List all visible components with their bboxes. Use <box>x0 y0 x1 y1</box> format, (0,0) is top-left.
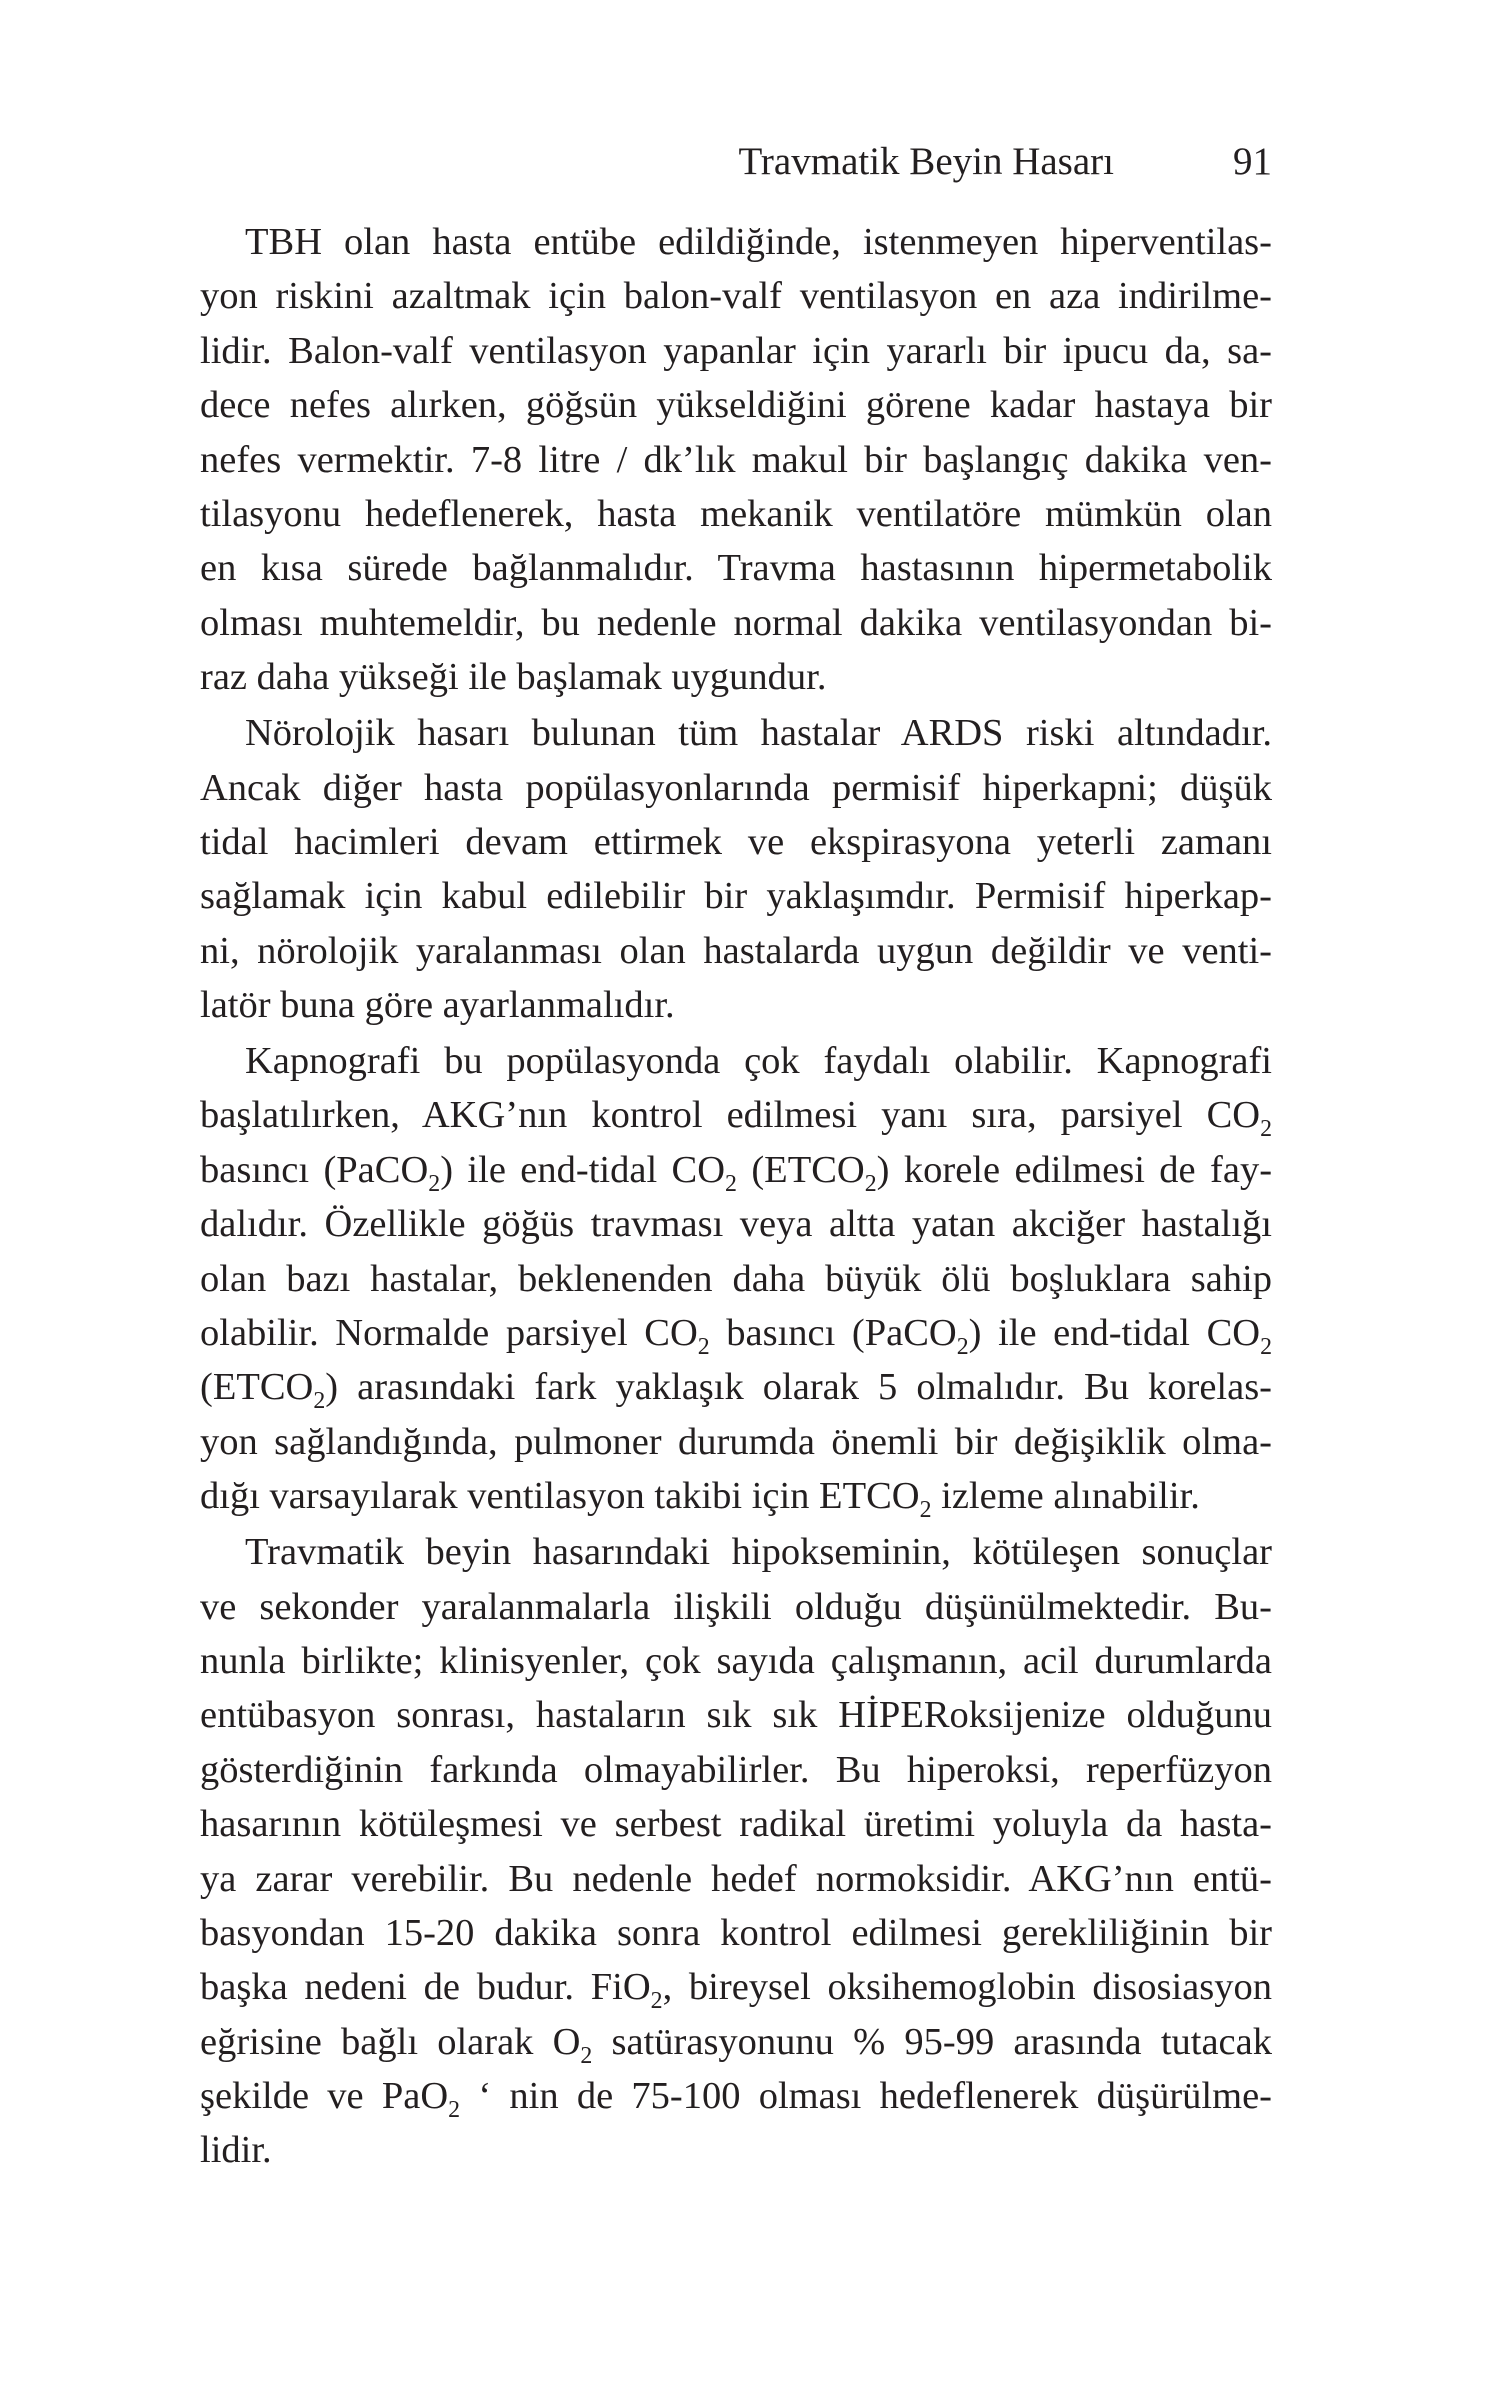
text-line <box>200 433 1272 487</box>
text-run: entübasyon sonrası, hastaların sık sık HİPERoksijenize olduğunu <box>200 1694 1272 1737</box>
text-line <box>200 541 1272 595</box>
text-line <box>200 1688 1272 1742</box>
text-run: tidal hacimleri devam ettirmek ve ekspirasyona yeterli zamanı <box>200 820 1272 863</box>
subscript: 2 <box>428 1170 441 1197</box>
paragraph <box>200 706 1272 1032</box>
text-run: TBH olan hasta entübe edildiğinde, istenmeyen hiperventilas- <box>245 221 1272 263</box>
body-text <box>200 215 1272 2178</box>
subscript: 2 <box>919 1497 932 1524</box>
text-run: Kapnografi bu popülasyonda çok faydalı olabilir. Kapnografi <box>245 1040 1272 1083</box>
text-line <box>200 1743 1272 1797</box>
paragraph <box>200 1525 1272 2178</box>
text-run: ‘ nin de 75-100 olması hedeflenerek düşürülme- <box>460 2075 1272 2118</box>
text-run: basyondan 15-20 dakika sonra kontrol edilmesi gerekliliğinin bir <box>200 1911 1272 1954</box>
text-run: tilasyonu hedeflenerek, hasta mekanik ventilatöre mümkün olan <box>200 492 1272 535</box>
subscript: 2 <box>448 2097 461 2124</box>
text-line <box>200 1797 1272 1851</box>
text-line <box>200 1525 1272 1579</box>
text-line <box>200 815 1272 869</box>
text-line <box>200 378 1272 432</box>
text-line <box>200 1960 1272 2014</box>
text-line <box>200 269 1272 323</box>
text-run: ve sekonder yaralanmalarla ilişkili olduğu düşünülmektedir. Bu- <box>200 1585 1272 1628</box>
text-run: basıncı (PaCO <box>200 1148 429 1191</box>
text-run: ni, nörolojik yaralanması olan hastalarda uygun değildir ve venti- <box>200 929 1272 972</box>
text-line <box>200 596 1272 650</box>
text-line <box>200 1469 1272 1523</box>
text-line <box>200 1306 1272 1360</box>
text-line <box>200 1580 1272 1634</box>
text-run: nunla birlikte; klinisyenler, çok sayıda çalışmanın, acil durumlarda <box>200 1639 1272 1682</box>
text-run: Travmatik beyin hasarındaki hipokseminin, kötüleşen sonuçlar <box>245 1531 1272 1574</box>
running-head <box>200 132 1272 192</box>
text-line <box>200 1197 1272 1251</box>
text-line <box>200 1415 1272 1469</box>
text-line <box>200 706 1272 760</box>
text-line <box>200 650 1272 704</box>
text-run: Ancak diğer hasta popülasyonlarında permisif hiperkapni; düşük <box>200 766 1272 809</box>
subscript: 2 <box>1260 1334 1272 1361</box>
subscript: 2 <box>864 1170 877 1197</box>
text-run: dece nefes alırken, göğsün yükseldiğini görene kadar hastaya bir <box>200 384 1272 427</box>
text-run: olabilir. Normalde parsiyel CO <box>200 1312 698 1354</box>
text-run: eğrisine bağlı olarak O <box>200 2020 581 2063</box>
text-line <box>200 1906 1272 1960</box>
text-run: hasarının kötüleşmesi ve serbest radikal üretimi yoluyla da hasta- <box>200 1803 1272 1846</box>
subscript: 2 <box>1260 1116 1272 1143</box>
text-line <box>200 1634 1272 1688</box>
text-line <box>200 978 1272 1032</box>
text-run: Nörolojik hasarı bulunan tüm hastalar ARDS riski altındadır. <box>245 712 1272 755</box>
text-run: izleme alınabilir. <box>931 1475 1200 1518</box>
page-number: 91 <box>1233 140 1272 183</box>
text-run: olması muhtemeldir, bu nedenle normal dakika ventilasyondan bi- <box>200 601 1272 644</box>
text-line <box>200 215 1272 269</box>
text-run: lidir. <box>200 2129 272 2172</box>
text-run: ) arasındaki fark yaklaşık olarak 5 olmalıdır. Bu korelas- <box>325 1366 1272 1409</box>
text-run: (ETCO <box>200 1366 314 1409</box>
text-run: latör buna göre ayarlanmalıdır. <box>200 984 675 1027</box>
text-line <box>200 1088 1272 1142</box>
text-run: yon riskini azaltmak için balon-valf ventilasyon en aza indirilme- <box>200 275 1272 318</box>
text-run: başka nedeni de budur. FiO <box>200 1966 651 2009</box>
text-line <box>200 1034 1272 1088</box>
text-run: nefes vermektir. 7-8 litre / dk’lık makul bir başlangıç dakika ven- <box>200 438 1272 481</box>
text-run: , bireysel oksihemoglobin disosiasyon <box>662 1966 1272 2009</box>
text-line <box>200 487 1272 541</box>
text-run: başlatılırken, AKG’nın kontrol edilmesi yanı sıra, parsiyel CO <box>200 1094 1261 1137</box>
text-line <box>200 924 1272 978</box>
text-line <box>200 324 1272 378</box>
text-line <box>200 2069 1272 2123</box>
text-line <box>200 761 1272 815</box>
text-line <box>200 1852 1272 1906</box>
text-line <box>200 1143 1272 1197</box>
paragraph <box>200 1034 1272 1524</box>
text-run: raz daha yükseği ile başlamak uygundur. <box>200 656 827 699</box>
text-line <box>200 1360 1272 1414</box>
text-run: gösterdiğinin farkında olmayabilirler. Bu hiperoksi, reperfüzyon <box>200 1748 1272 1791</box>
subscript: 2 <box>725 1170 737 1197</box>
text-run: sağlamak için kabul edilebilir bir yaklaşımdır. Permisif hiperkap- <box>200 875 1272 918</box>
text-run: satürasyonunu % 95-99 arasında tutacak <box>592 2020 1272 2063</box>
text-run: basıncı (PaCO <box>709 1312 957 1354</box>
text-run: ya zarar verebilir. Bu nedenle hedef normoksidir. AKG’nın entü- <box>200 1857 1272 1900</box>
paragraph <box>200 215 1272 705</box>
subscript: 2 <box>313 1388 326 1415</box>
text-run: yon sağlandığında, pulmoner durumda önemli bir değişiklik olma- <box>200 1420 1272 1463</box>
text-run: olan bazı hastalar, beklenenden daha büyük ölü boşluklara sahip <box>200 1257 1272 1300</box>
text-run: ) ile end-tidal CO <box>440 1148 726 1191</box>
text-run: en kısa sürede bağlanmalıdır. Travma hastasının hipermetabolik <box>200 547 1272 590</box>
text-run: ) korele edilmesi de fay- <box>876 1148 1273 1191</box>
subscript: 2 <box>650 1988 663 2015</box>
text-line <box>200 2123 1272 2177</box>
subscript: 2 <box>697 1334 710 1361</box>
text-run: şekilde ve PaO <box>200 2075 449 2118</box>
text-run: (ETCO <box>736 1148 865 1191</box>
text-line <box>200 2015 1272 2069</box>
text-run: lidir. Balon-valf ventilasyon yapanlar için yararlı bir ipucu da, sa- <box>200 329 1272 372</box>
running-title: Travmatik Beyin Hasarı <box>738 140 1114 183</box>
subscript: 2 <box>956 1334 969 1361</box>
subscript: 2 <box>580 2042 593 2069</box>
text-run: dığı varsayılarak ventilasyon takibi için ETCO <box>200 1475 920 1518</box>
text-line <box>200 1252 1272 1306</box>
text-line <box>200 869 1272 923</box>
text-run: ) ile end-tidal CO <box>968 1312 1261 1354</box>
text-run: dalıdır. Özellikle göğüs travması veya altta yatan akciğer hastalığı <box>200 1203 1272 1246</box>
